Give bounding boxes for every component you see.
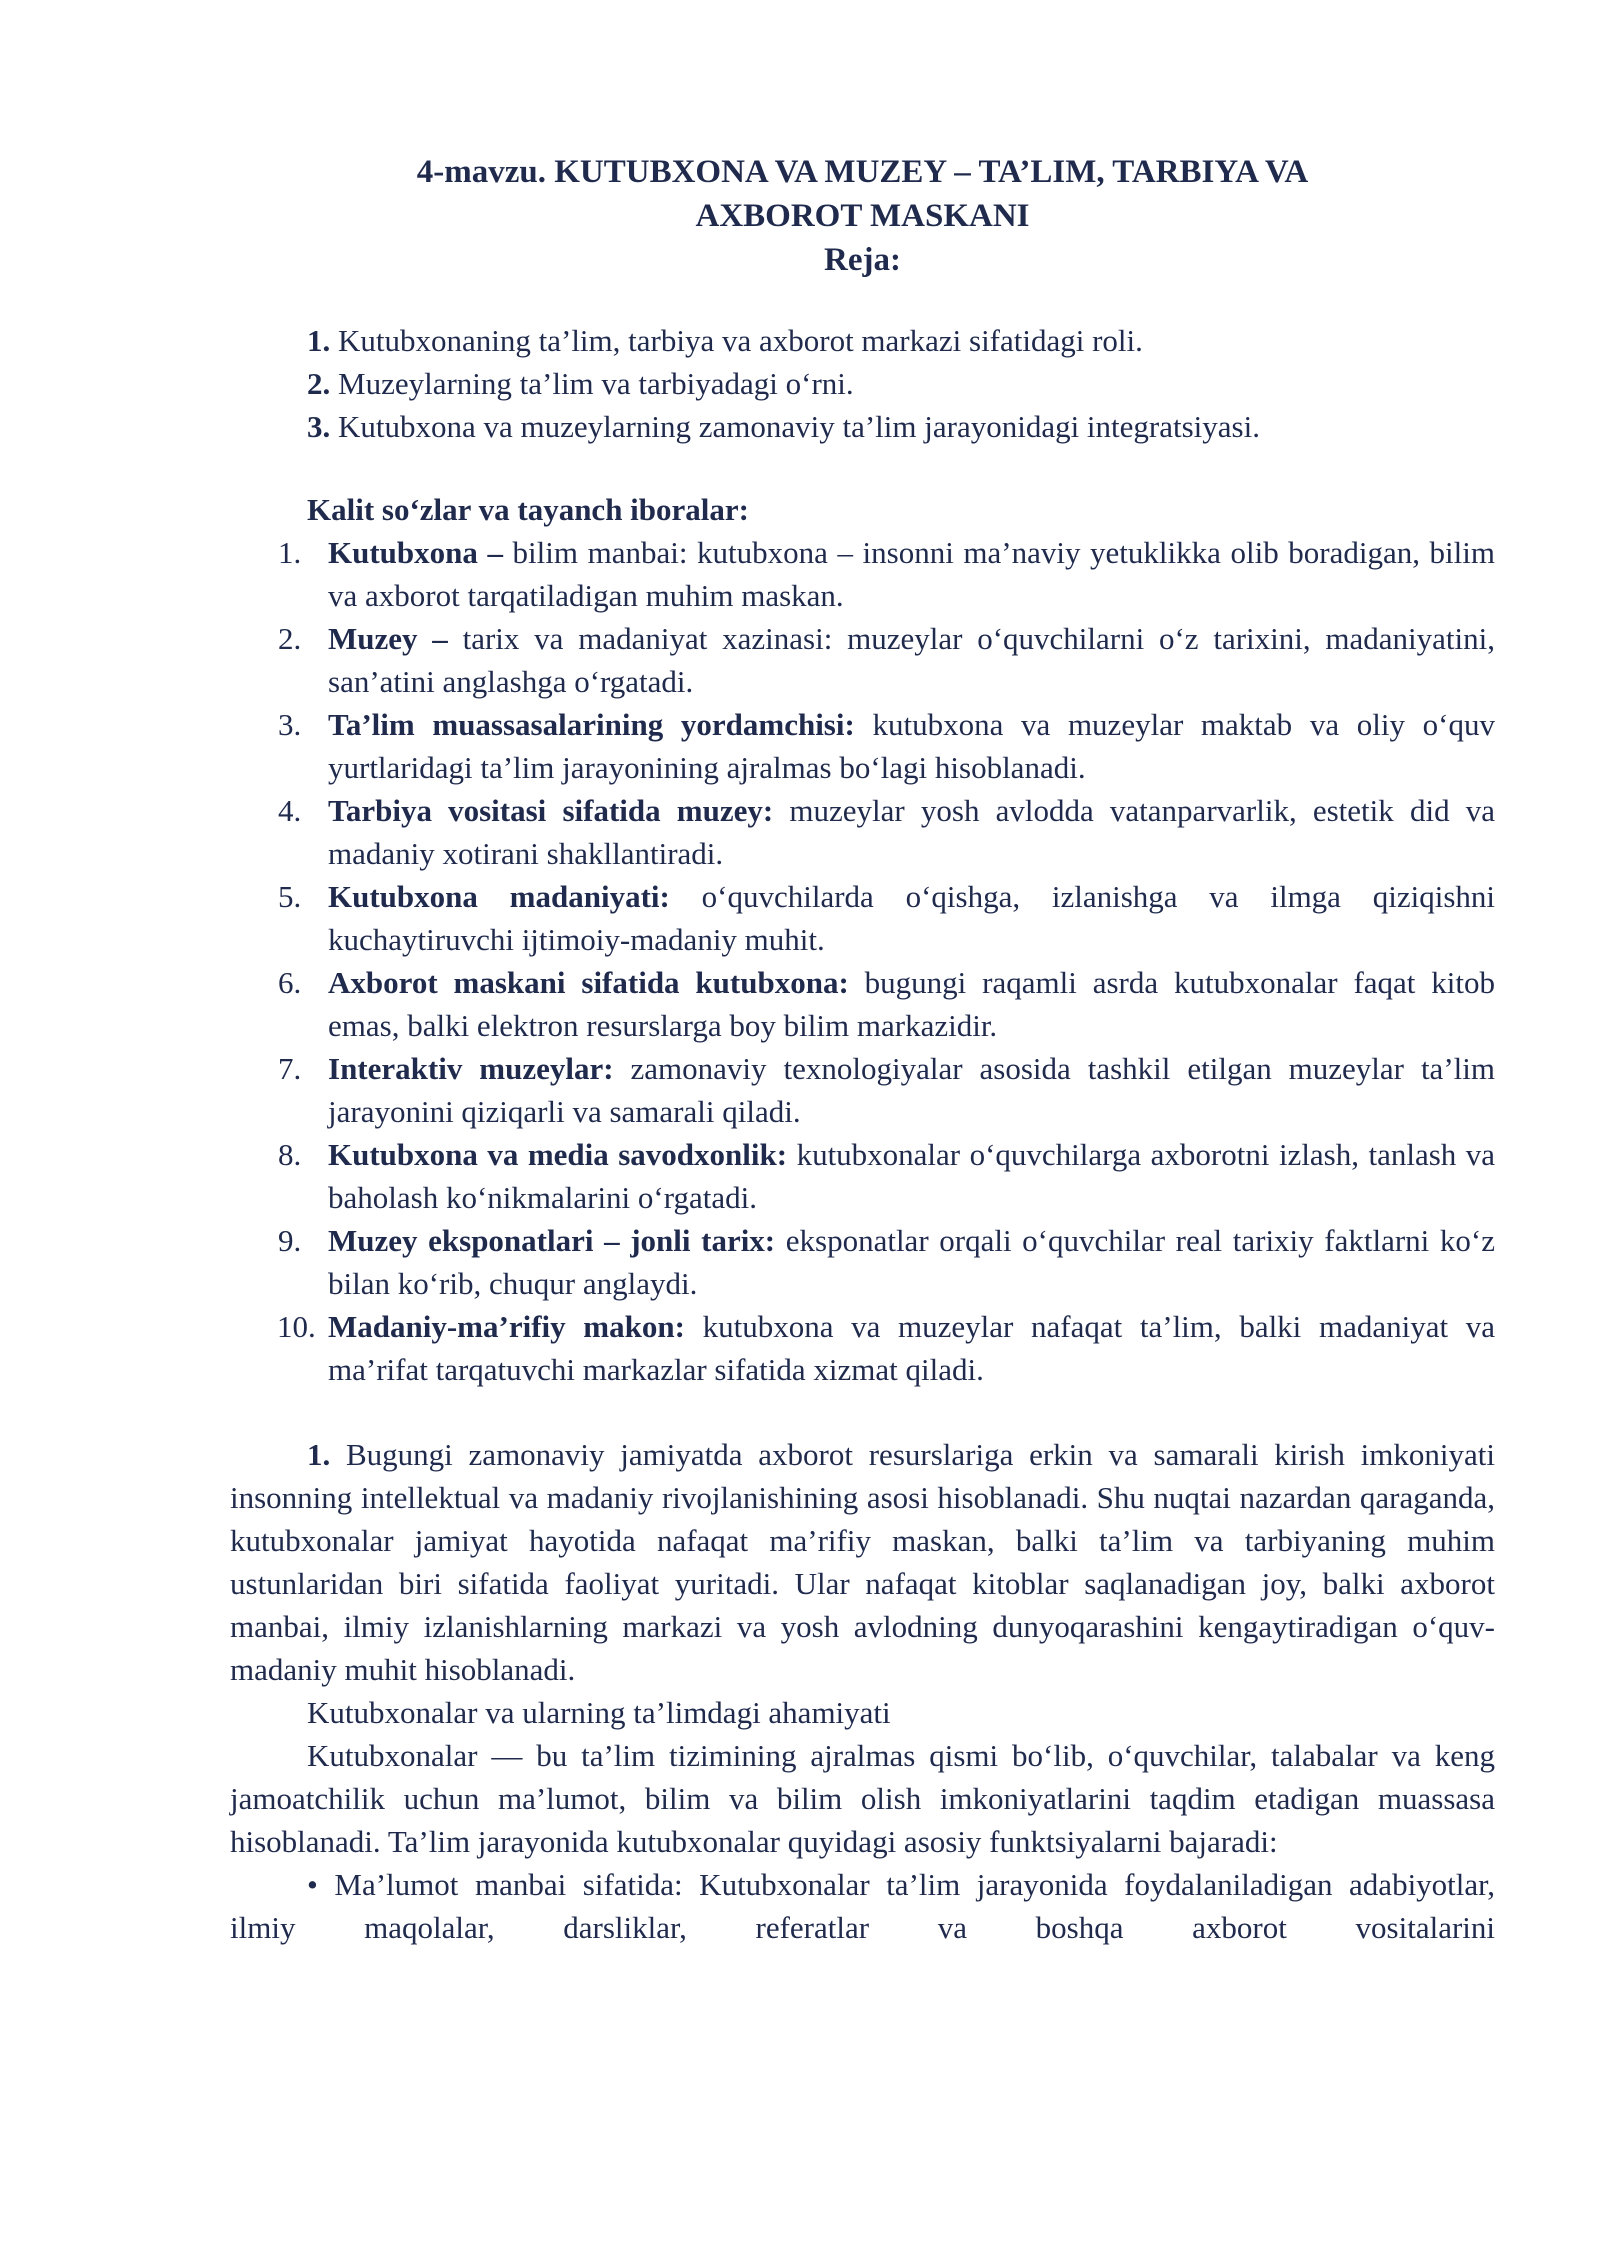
keyword-item xyxy=(230,703,1495,789)
plan-item-number: 2. xyxy=(307,366,331,401)
keyword-item xyxy=(230,961,1495,1047)
keyword-item xyxy=(230,1219,1495,1305)
keyword-item xyxy=(230,531,1495,617)
keyword-number: 2. xyxy=(278,621,302,656)
keyword-number: 3. xyxy=(278,707,302,742)
plan-item-text: Kutubxona va muzeylarning zamonaviy ta’lim jarayonidagi integratsiyasi. xyxy=(330,409,1260,444)
plan-item xyxy=(307,405,1495,448)
plan-item xyxy=(307,319,1495,362)
section-subheading: Kutubxonalar va ularning ta’limdagi ahamiyati xyxy=(307,1695,891,1730)
keyword-definition: kutubxona va muzeylar nafaqat ta’lim, balki madaniyat va ma’rifat tarqatuvchi markazlar sifatida xizmat qiladi. xyxy=(328,1309,1495,1387)
keyword-number: 6. xyxy=(278,965,302,1000)
keyword-definition: muzeylar yosh avlodda vatanparvarlik, estetik did va madaniy xotirani shakllantiradi. xyxy=(328,793,1495,871)
keywords-heading: Kalit so‘zlar va tayanch iboralar: xyxy=(307,492,749,527)
keyword-term: Interaktiv muzeylar: xyxy=(328,1051,614,1086)
plan-item-number: 1. xyxy=(307,323,331,358)
title-line-2: AXBOROT MASKANI xyxy=(695,198,1030,234)
keyword-term: Axborot maskani sifatida kutubxona: xyxy=(328,965,849,1000)
plan-item-number: 3. xyxy=(307,409,331,444)
keyword-definition: bugungi raqamli asrda kutubxonalar faqat kitob emas, balki elektron resurslarga boy bilim markazidir. xyxy=(328,965,1495,1043)
section-1-paragraph-2: Kutubxonalar — bu ta’lim tizimining ajralmas qismi bo‘lib, o‘quvchilar, talabalar va keng jamoatchilik uchun ma’lumot, bilim va bilim olish imkoniyatlarini taqdim etadigan muassasa hisoblanadi. Ta’lim jarayonida kutubxonalar quyidagi asosiy funktsiyalarni bajaradi: xyxy=(230,1738,1495,1859)
keyword-definition: kutubxonalar o‘quvchilarga axborotni izlash, tanlash va baholash ko‘nikmalarini o‘rgatadi. xyxy=(328,1137,1496,1215)
keyword-number: 1. xyxy=(278,535,302,570)
keyword-definition: o‘quvchilarda o‘qishga, izlanishga va ilmga qiziqishni kuchaytiruvchi ijtimoiy-madaniy muhit. xyxy=(328,879,1495,957)
keyword-number: 4. xyxy=(278,793,302,828)
keyword-number: 10. xyxy=(277,1309,316,1344)
section-1 xyxy=(230,1433,1495,1949)
plan-list xyxy=(230,319,1495,448)
document-title xyxy=(230,150,1495,282)
keyword-term: Kutubxona madaniyati: xyxy=(328,879,670,914)
title-line-1: 4-mavzu. KUTUBXONA VA MUZEY – TA’LIM, TARBIYA VA xyxy=(416,154,1309,190)
keyword-term: Kutubxona – xyxy=(328,535,503,570)
keyword-number: 5. xyxy=(278,879,302,914)
keyword-term: Tarbiya vositasi sifatida muzey: xyxy=(328,793,774,828)
keyword-number: 7. xyxy=(278,1051,302,1086)
keyword-item xyxy=(230,1047,1495,1133)
keyword-item xyxy=(230,1133,1495,1219)
keywords-list xyxy=(230,531,1495,1391)
keyword-item xyxy=(230,617,1495,703)
plan-item-text: Kutubxonaning ta’lim, tarbiya va axborot markazi sifatidagi roli. xyxy=(330,323,1143,358)
keyword-definition: tarix va madaniyat xazinasi: muzeylar o‘quvchilarni o‘z tarixini, madaniyatini, san’atini anglashga o‘rgatadi. xyxy=(328,621,1495,699)
plan-heading: Reja: xyxy=(824,242,901,278)
keyword-term: Ta’lim muassasalarining yordamchisi: xyxy=(328,707,855,742)
keyword-number: 9. xyxy=(278,1223,302,1258)
keyword-term: Muzey – xyxy=(328,621,448,656)
keyword-definition: zamonaviy texnologiyalar asosida tashkil etilgan muzeylar ta’lim jarayonini qiziqarli va samarali qiladi. xyxy=(328,1051,1495,1129)
keyword-term: Muzey eksponatlari – jonli tarix: xyxy=(328,1223,776,1258)
paragraph-text: Bugungi zamonaviy jamiyatda axborot resurslariga erkin va samarali kirish imkoniyati insonning intellektual va madaniy rivojlanishining asosi hisoblanadi. Shu nuqtai nazardan qaraganda, kutubxonalar jamiyat hayotida nafaqat ma’rifiy maskan, balki ta’lim va tarbiyaning muhim ustunlaridan biri sifatida faoliyat yuritadi. Ular nafaqat kitoblar saqlanadigan joy, balki axborot manbai, ilmiy izlanishlarning markazi va yosh avlodning dunyoqarashini kengaytiradigan o‘quv-madaniy muhit hisoblanadi. xyxy=(230,1437,1495,1687)
section-number: 1. xyxy=(307,1437,331,1472)
keyword-definition: kutubxona va muzeylar maktab va oliy o‘quv yurtlaridagi ta’lim jarayonining ajralmas bo‘lagi hisoblanadi. xyxy=(328,707,1495,785)
keyword-definition: bilim manbai: kutubxona – insonni ma’naviy yetuklikka olib boradigan, bilim va axborot tarqatiladigan muhim maskan. xyxy=(328,535,1495,613)
keyword-number: 8. xyxy=(278,1137,302,1172)
keyword-item xyxy=(230,875,1495,961)
keyword-item xyxy=(230,789,1495,875)
plan-item xyxy=(307,362,1495,405)
keyword-definition: eksponatlar orqali o‘quvchilar real tarixiy faktlarni ko‘z bilan ko‘rib, chuqur anglaydi. xyxy=(328,1223,1495,1301)
keyword-term: Kutubxona va media savodxonlik: xyxy=(328,1137,788,1172)
keyword-term: Madaniy-ma’rifiy makon: xyxy=(328,1309,685,1344)
bullet-paragraph: • Ma’lumot manbai sifatida: Kutubxonalar ta’lim jarayonida foydalaniladigan adabiyotlar, ilmiy maqolalar, darsliklar, referatlar va boshqa axborot vositalarini xyxy=(230,1867,1495,1945)
keyword-item xyxy=(230,1305,1495,1391)
document-page xyxy=(230,150,1495,1949)
section-1-paragraph xyxy=(230,1433,1495,1691)
plan-item-text: Muzeylarning ta’lim va tarbiyadagi o‘rni. xyxy=(330,366,854,401)
